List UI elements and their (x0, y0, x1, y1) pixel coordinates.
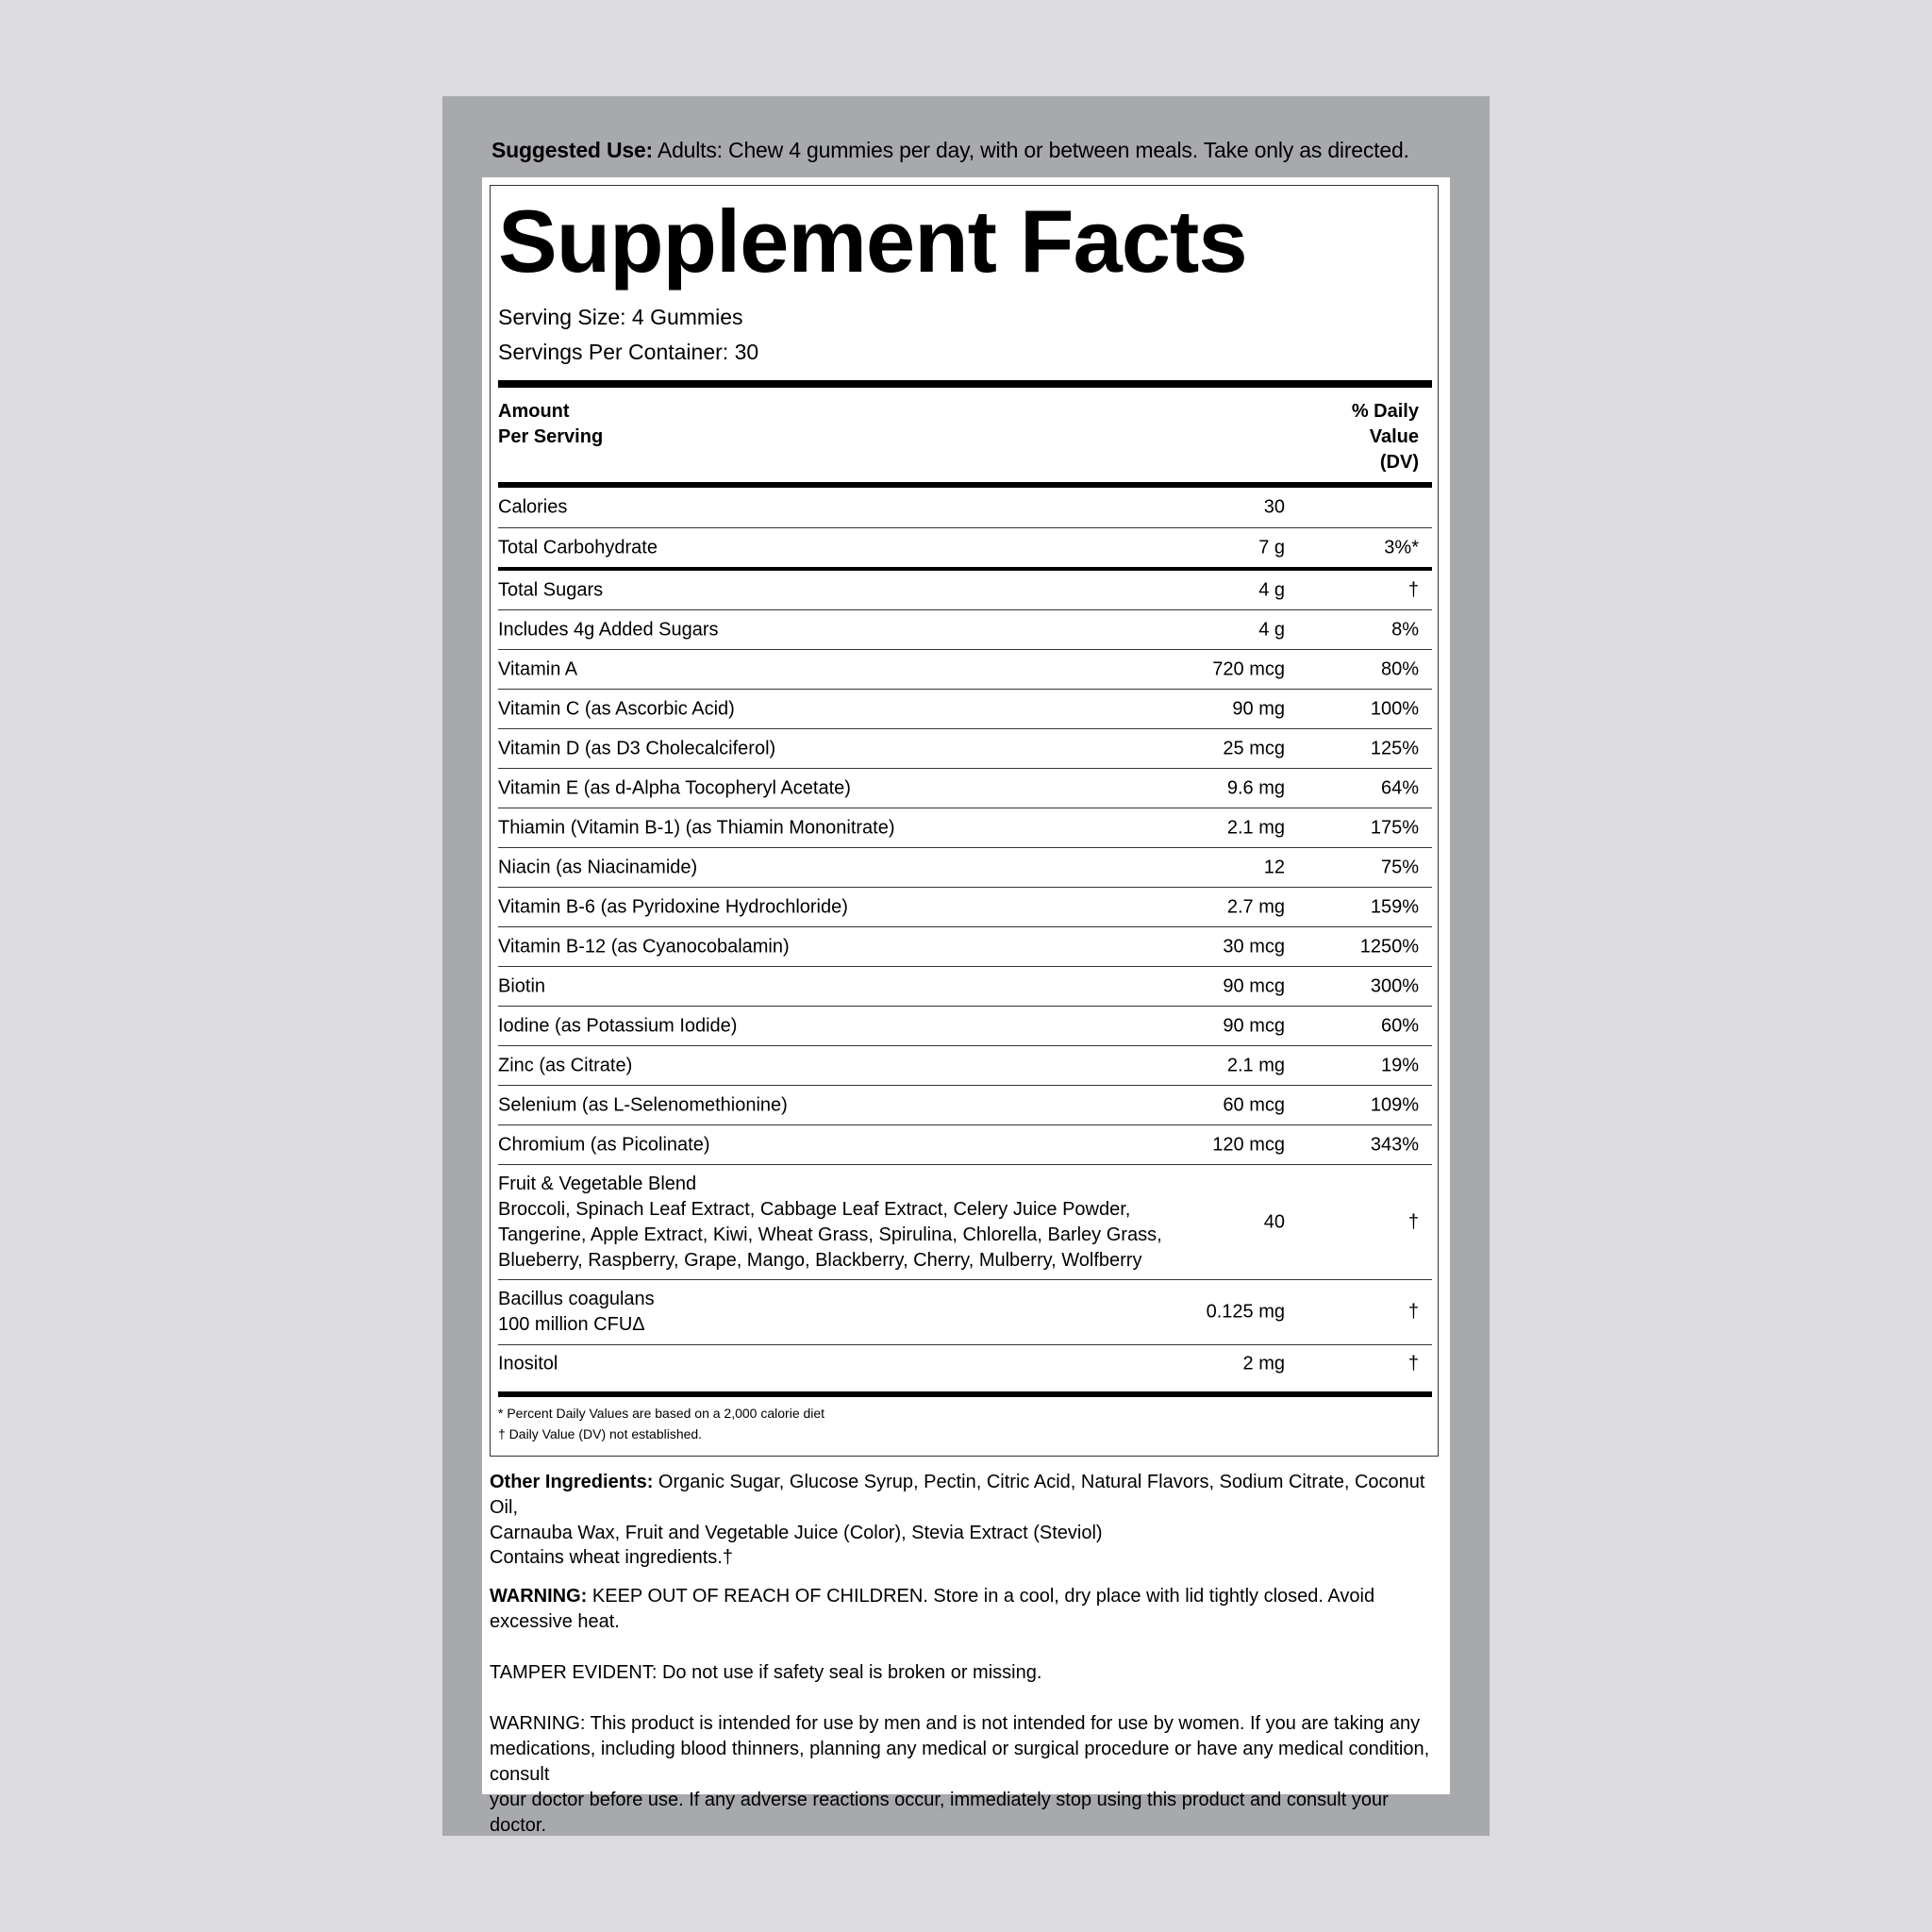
other-ingredients-label: Other Ingredients: (490, 1472, 654, 1492)
nutrient-name: Vitamin A (498, 658, 578, 679)
nutrient-name: Thiamin (Vitamin B-1) (as Thiamin Mononitrate) (498, 817, 895, 838)
nutrient-amount: 12 (1263, 857, 1285, 877)
nutrient-dv: 8% (1391, 619, 1419, 640)
nutrient-amount: 25 mcg (1223, 738, 1285, 758)
thick-divider-bottom (498, 1391, 1432, 1397)
nutrient-amount: 2.7 mg (1226, 896, 1285, 917)
blend-ingredients-line: Tangerine, Apple Extract, Kiwi, Wheat Grass, Spirulina, Chlorella, Barley Grass, (498, 1224, 1162, 1245)
label-body (482, 177, 1450, 1836)
nutrient-name: Vitamin E (as d-Alpha Tocopheryl Acetate) (498, 777, 851, 798)
blend-name: Fruit & Vegetable Blend (498, 1173, 697, 1194)
inositol-row (498, 1345, 1432, 1382)
nutrient-name: Vitamin D (as D3 Cholecalciferol) (498, 738, 776, 758)
contains-wheat: Contains wheat ingredients.† (490, 1547, 733, 1568)
nutrient-dv: 60% (1380, 1015, 1419, 1036)
bacillus-cfu: 100 million CFUΔ (498, 1314, 645, 1335)
nutrient-name: Calories (498, 496, 568, 518)
nutrient-dv: 75% (1380, 857, 1419, 877)
suggested-use-label: Suggested Use: (491, 138, 654, 162)
warning-children-text: KEEP OUT OF REACH OF CHILDREN. Store in a cool, dry place with lid tightly closed. Avoid (587, 1586, 1375, 1607)
supplement-facts-box (490, 185, 1439, 1457)
nutrient-row (498, 1086, 1432, 1125)
warning-men-line: medications, including blood thinners, planning any medical or surgical procedure or have any medical condition, consult (490, 1739, 1430, 1785)
nutrient-amount: 2.1 mg (1226, 1055, 1285, 1075)
nutrient-row (498, 967, 1432, 1007)
nutrient-name: Iodine (as Potassium Iodide) (498, 1015, 738, 1036)
nutrient-name: Vitamin B-6 (as Pyridoxine Hydrochloride) (498, 896, 848, 917)
nutrient-dv: 175% (1370, 817, 1419, 838)
nutrient-row (498, 1046, 1432, 1086)
nutrient-dv: 159% (1370, 896, 1419, 917)
nutrient-amount: 9.6 mg (1226, 777, 1285, 798)
nutrient-dv: † (1407, 579, 1419, 600)
nutrient-row (498, 1125, 1432, 1165)
amount-per-serving-header (498, 399, 603, 450)
nutrient-dv: 64% (1380, 777, 1419, 798)
nutrient-row (498, 888, 1432, 927)
nutrient-name: Zinc (as Citrate) (498, 1055, 633, 1075)
nutrient-dv: 3%* (1384, 537, 1419, 558)
nutrient-amount: 7 g (1258, 537, 1285, 558)
blend-dv: † (1407, 1211, 1419, 1232)
other-ingredients-line-1 (490, 1470, 1442, 1521)
nutrient-amount: 60 mcg (1223, 1094, 1285, 1115)
other-ingredients (490, 1470, 1442, 1546)
nutrient-amount: 90 mcg (1223, 1015, 1285, 1036)
nutrient-amount: 4 g (1258, 619, 1285, 640)
nutrient-name: Selenium (as L-Selenomethionine) (498, 1094, 788, 1115)
nutrient-row (498, 690, 1432, 729)
nutrient-amount: 4 g (1258, 579, 1285, 600)
nutrient-amount: 2.1 mg (1226, 817, 1285, 838)
nutrient-name: Vitamin B-12 (as Cyanocobalamin) (498, 936, 790, 957)
facts-title: Supplement Facts (498, 192, 1247, 291)
other-ingredients-text: Organic Sugar, Glucose Syrup, Pectin, Citric Acid, Natural Flavors, Sodium Citrate, Coconut Oil, (490, 1472, 1425, 1518)
warning-children (490, 1584, 1442, 1635)
nutrient-row (498, 729, 1432, 769)
nutrient-amount: 30 (1263, 496, 1285, 518)
tamper-evident: TAMPER EVIDENT: Do not use if safety seal is broken or missing. (490, 1662, 1042, 1683)
bacillus-name: Bacillus coagulans (498, 1289, 655, 1309)
warning-men-line: your doctor before use. If any adverse reactions occur, immediately stop using this product and consult your doctor. (490, 1790, 1389, 1836)
label-panel (442, 96, 1490, 1836)
nutrient-dv: 300% (1370, 975, 1419, 996)
inositol-dv: † (1407, 1353, 1419, 1374)
nutrient-row (498, 488, 1432, 528)
nutrient-amount: 90 mg (1232, 698, 1285, 719)
inositol-amount: 2 mg (1242, 1353, 1285, 1374)
nutrient-amount: 120 mcg (1212, 1134, 1285, 1155)
nutrient-dv: 80% (1380, 658, 1419, 679)
suggested-use-text: Adults: Chew 4 gummies per day, with or between meals. Take only as directed. (653, 138, 1409, 162)
warning-children-line-2: excessive heat. (490, 1611, 620, 1632)
nutrient-dv: 343% (1370, 1134, 1419, 1155)
nutrient-dv: 125% (1370, 738, 1419, 758)
blend-amount: 40 (1263, 1211, 1285, 1232)
header-amount: Amount (498, 401, 570, 422)
nutrient-amount: 90 mcg (1223, 975, 1285, 996)
nutrient-name: Chromium (as Picolinate) (498, 1134, 710, 1155)
other-ingredients-line-2: Carnauba Wax, Fruit and Vegetable Juice (Color), Stevia Extract (Steviol) (490, 1523, 1103, 1543)
nutrient-row (498, 927, 1432, 967)
nutrient-name: Vitamin C (as Ascorbic Acid) (498, 698, 735, 719)
nutrient-dv: 19% (1380, 1055, 1419, 1075)
header-per-serving: Per Serving (498, 426, 604, 447)
nutrient-row (498, 848, 1432, 888)
nutrient-amount: 30 mcg (1223, 936, 1285, 957)
thick-divider-top (498, 380, 1432, 388)
warning-children-line-1 (490, 1584, 1442, 1609)
footnote-dv-not-established: † Daily Value (DV) not established. (498, 1426, 703, 1441)
nutrient-row (498, 769, 1432, 808)
nutrient-name: Biotin (498, 975, 546, 996)
nutrient-row (498, 571, 1432, 610)
bacillus-dv: † (1407, 1301, 1419, 1323)
bacillus-text (498, 1287, 655, 1338)
bacillus-row (498, 1280, 1432, 1345)
blend-row (498, 1165, 1432, 1280)
header-value: Value (1369, 426, 1419, 447)
inositol-name: Inositol (498, 1353, 558, 1374)
warning-men-line: WARNING: This product is intended for use by men and is not intended for use by women. If you are taking any (490, 1713, 1421, 1734)
footnote-daily-values: * Percent Daily Values are based on a 2,000 calorie diet (498, 1406, 825, 1421)
nutrient-row (498, 808, 1432, 848)
daily-value-header (1352, 399, 1419, 475)
header-daily: % Daily (1351, 401, 1419, 422)
serving-size: Serving Size: 4 Gummies (498, 305, 743, 329)
servings-per-container: Servings Per Container: 30 (498, 340, 759, 364)
nutrient-name: Niacin (as Niacinamide) (498, 857, 698, 877)
nutrient-dv: 100% (1370, 698, 1419, 719)
nutrient-row (498, 610, 1432, 650)
nutrient-name: Includes 4g Added Sugars (498, 619, 719, 640)
nutrient-name: Total Carbohydrate (498, 537, 658, 558)
header-dv: (DV) (1379, 452, 1419, 473)
warning-label: WARNING: (490, 1586, 588, 1607)
blend-ingredients-line: Broccoli, Spinach Leaf Extract, Cabbage Leaf Extract, Celery Juice Powder, (498, 1198, 1131, 1220)
nutrient-dv: 1250% (1359, 936, 1419, 957)
nutrient-dv: 109% (1370, 1094, 1419, 1115)
bacillus-amount: 0.125 mg (1206, 1301, 1285, 1323)
blend-ingredients-line: Blueberry, Raspberry, Grape, Mango, Blackberry, Cherry, Mulberry, Wolfberry (498, 1249, 1142, 1271)
nutrient-row (498, 1007, 1432, 1046)
suggested-use (491, 134, 1409, 166)
warning-men (490, 1711, 1442, 1839)
nutrient-row (498, 650, 1432, 690)
nutrient-name: Total Sugars (498, 579, 604, 600)
nutrient-row (498, 528, 1432, 571)
nutrient-rows (498, 488, 1432, 1382)
blend-text (498, 1172, 1162, 1274)
nutrient-amount: 720 mcg (1212, 658, 1285, 679)
